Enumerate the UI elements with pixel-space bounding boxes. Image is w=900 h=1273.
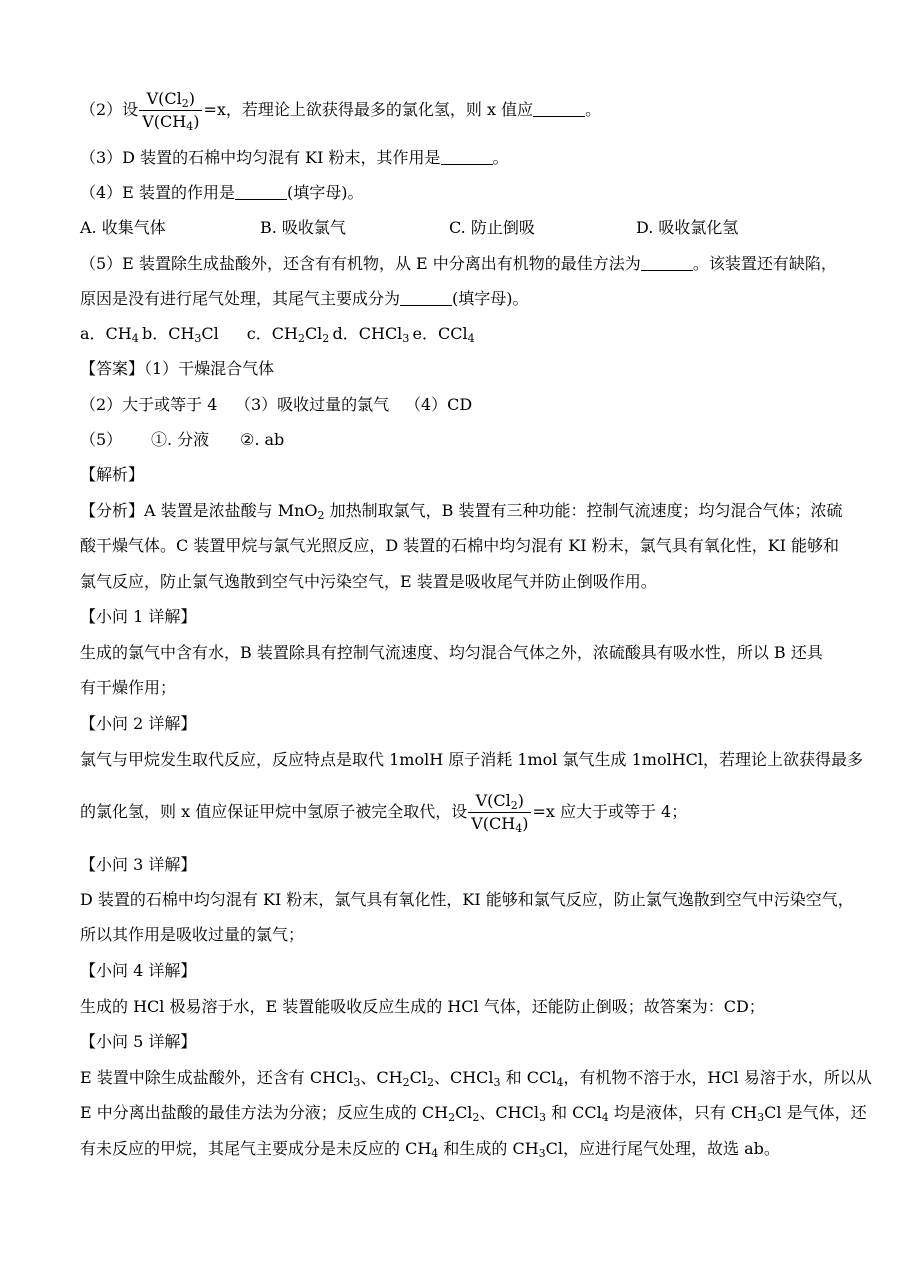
q5-options <box>80 324 475 344</box>
option-e: e．CCl$_4$ <box>412 324 475 345</box>
sub3-line-1: D 装置的石棉中均匀混有 KI 粉末，氯气具有氧化性，KI 能够和氯气反应，防止氯气逸散到空气中污染空气， <box>80 890 854 909</box>
option-a: A. 收集气体 <box>80 218 166 237</box>
answer-blank <box>441 150 493 165</box>
q2-suffix: =x，若理论上欲获得最多的氯化氢，则 x 值应 <box>203 100 534 119</box>
sub4-line-1: 生成的 HCl 极易溶于水，E 装置能吸收反应生成的 HCl 气体，还能防止倒吸；故答案为：CD； <box>80 997 765 1016</box>
answer-blank <box>235 185 287 200</box>
option-c: C. 防止倒吸 <box>449 218 535 237</box>
question-4: （4）E 装置的作用是 (填字母)。 <box>80 183 364 202</box>
sub4-header: 【小问 4 详解】 <box>80 961 197 980</box>
sub3-header: 【小问 3 详解】 <box>80 855 197 874</box>
answer-blank <box>400 291 452 306</box>
fraction-cl2-over-ch4: $\frac{V(Cl_2)}{V(CH_4)}$ <box>139 89 202 132</box>
analysis-line-1: 【分析】A 装置是浓盐酸与 MnO$_2$ 加热制取氯气，B 装置有三种功能：控制气流速度；均匀混合气体；浓硫 <box>80 501 843 522</box>
question-5-line-2: 原因是没有进行尾气处理，其尾气主要成分为 (填字母)。 <box>80 289 529 308</box>
sub2-line-1: 氯气与甲烷发生取代反应，反应特点是取代 1molH 原子消耗 1mol 氯气生成 1molHCl，若理论上欲获得最多 <box>80 750 864 769</box>
sub1-header: 【小问 1 详解】 <box>80 607 197 626</box>
sub2-line-2: 的氯化氢，则 x 值应保证甲烷中氢原子被完全取代，设 $\frac{V(Cl_2)}{V(CH_4)}$ =x 应大于或等于 4； <box>80 791 688 835</box>
option-a: a．$CH_4$ <box>80 324 139 345</box>
sub1-line-1: 生成的氯气中含有水，B 装置除具有控制气流速度、均匀混合气体之外，浓硫酸具有吸水性，所以 B 还具 <box>80 643 823 662</box>
option-d: d．CHCl$_3$ <box>332 324 410 345</box>
sub2-header: 【小问 2 详解】 <box>80 714 197 733</box>
sub5-line-2: E 中分离出盐酸的最佳方法为分液；反应生成的 $CH_2Cl_2$、CHCl$_3$ 和 CCl$_4$ 均是液体，只有 $CH_3Cl$ 是气体，还 <box>80 1103 867 1124</box>
sub1-line-2: 有干燥作用； <box>80 678 177 697</box>
sub5-header: 【小问 5 详解】 <box>80 1032 197 1051</box>
answer-line-1: 【答案】（1）干燥混合气体 <box>80 359 275 378</box>
option-b: b．$CH_3Cl$ <box>141 324 219 345</box>
analysis-line-3: 氯气反应，防止氯气逸散到空气中污染空气，E 装置是吸收尾气并防止倒吸作用。 <box>80 572 657 591</box>
sub5-line-1: E 装置中除生成盐酸外，还含有 CHCl$_3$、$CH_2Cl_2$、CHCl$_3$ 和 CCl$_4$，有机物不溶于水，HCl 易溶于水，所以从 <box>80 1068 872 1089</box>
q2-prefix: （2）设 <box>80 100 139 119</box>
question-3: （3）D 装置的石棉中均匀混有 KI 粉末，其作用是 。 <box>80 148 509 167</box>
answer-blank <box>533 102 585 117</box>
sub3-line-2: 所以其作用是吸收过量的氯气； <box>80 925 305 944</box>
question-2: （2）设 $\frac{V(Cl_2)}{V(CH_4)}$ =x，若理论上欲获得最多的氯化氢，则 x 值应 。 <box>80 89 602 133</box>
option-c: c．$CH_2Cl_2$ <box>246 324 330 345</box>
option-d: D. 吸收氯化氢 <box>636 218 739 237</box>
analysis-header: 【解析】 <box>80 465 145 484</box>
option-b: B. 吸收氯气 <box>260 218 346 237</box>
fraction-cl2-over-ch4: $\frac{V(Cl_2)}{V(CH_4)}$ <box>468 791 531 834</box>
question-5-line-1: （5）E 装置除生成盐酸外，还含有有机物，从 E 中分离出有机物的最佳方法为 。该装置还有缺陷， <box>80 254 837 273</box>
analysis-line-2: 酸干燥气体。C 装置甲烷与氯气光照反应，D 装置的石棉中均匀混有 KI 粉末，氯气具有氧化性，KI 能够和 <box>80 536 840 555</box>
sub5-line-3: 有未反应的甲烷，其尾气主要成分是未反应的 $CH_4$ 和生成的 $CH_3Cl$，应进行尾气处理，故选 ab。 <box>80 1139 780 1160</box>
answer-blank <box>641 256 693 271</box>
